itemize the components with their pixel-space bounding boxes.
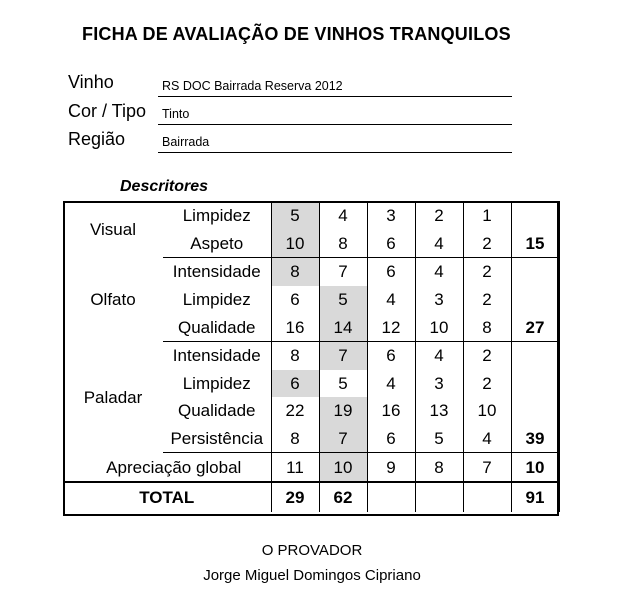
visual-total: 15 (511, 230, 559, 258)
score-cell: 2 (463, 286, 511, 314)
section-total-spacer (511, 341, 559, 369)
score-cell: 14 (319, 313, 367, 341)
score-cell: 2 (415, 202, 463, 230)
score-cell: 9 (367, 453, 415, 482)
score-cell: 2 (463, 258, 511, 286)
score-cell: 3 (415, 370, 463, 398)
score-cell: 6 (271, 286, 319, 314)
total-value (415, 482, 463, 512)
score-cell: 10 (319, 453, 367, 482)
descritores-heading: Descritores (120, 178, 209, 195)
region-value: Bairrada (162, 135, 210, 149)
form-title: FICHA DE AVALIAÇÃO DE VINHOS TRANQUILOS (82, 24, 511, 44)
score-cell: 10 (271, 230, 319, 258)
score-cell: 6 (367, 230, 415, 258)
score-cell: 8 (271, 258, 319, 286)
wine-value: RS DOC Bairrada Reserva 2012 (162, 79, 343, 93)
score-cell: 6 (367, 341, 415, 369)
row-label: Limpidez (163, 202, 271, 230)
row-label: Intensidade (172, 262, 261, 282)
section-total-spacer (511, 370, 559, 398)
score-cell: 3 (415, 286, 463, 314)
row-label: Qualidade (177, 401, 256, 421)
score-cell: 8 (319, 230, 367, 258)
score-cell: 7 (319, 341, 367, 369)
score-cell: 4 (463, 425, 511, 453)
score-cell: 2 (463, 370, 511, 398)
score-cell: 6 (271, 370, 319, 398)
score-cell: 7 (463, 453, 511, 482)
region-label: Região (68, 129, 126, 149)
category-visual: Visual (63, 202, 163, 258)
score-cell: 1 (463, 202, 511, 230)
score-cell: 22 (271, 397, 319, 425)
score-cell: 16 (271, 313, 319, 341)
section-total-spacer (511, 202, 559, 230)
wine-underline (158, 96, 512, 97)
global-total: 10 (511, 453, 559, 482)
category-paladar: Paladar (83, 387, 143, 407)
row-label: Intensidade (172, 346, 261, 366)
score-cell: 11 (271, 453, 319, 482)
taster-name: Jorge Miguel Domingos Cipriano (203, 567, 421, 584)
type-label: Cor / Tipo (68, 101, 147, 121)
table-row (63, 341, 559, 369)
score-cell: 4 (319, 202, 367, 230)
region-underline (158, 152, 512, 153)
score-cell: 4 (415, 341, 463, 369)
score-cell: 10 (463, 397, 511, 425)
total-label: TOTAL (63, 482, 271, 512)
table-row (63, 258, 559, 286)
total-value (367, 482, 415, 512)
paladar-total: 39 (511, 425, 559, 453)
row-label: Persistência (163, 425, 271, 453)
score-cell: 19 (319, 397, 367, 425)
score-cell: 7 (319, 425, 367, 453)
type-underline (158, 124, 512, 125)
row-label: Limpidez (182, 373, 251, 393)
score-cell: 8 (271, 341, 319, 369)
table-row (63, 202, 559, 230)
score-cell: 6 (367, 425, 415, 453)
score-cell: 3 (367, 202, 415, 230)
score-cell: 5 (319, 370, 367, 398)
score-cell: 4 (367, 286, 415, 314)
section-total-spacer (511, 258, 559, 286)
row-label: Aspeto (163, 230, 271, 258)
olfato-total: 27 (511, 313, 559, 341)
score-cell: 6 (367, 258, 415, 286)
global-label: Apreciação global (63, 453, 271, 482)
grand-total: 91 (511, 482, 559, 512)
score-cell: 13 (415, 397, 463, 425)
total-value: 29 (271, 482, 319, 512)
score-cell: 7 (319, 258, 367, 286)
type-value: Tinto (162, 107, 190, 121)
wine-label: Vinho (68, 72, 114, 92)
taster-role: O PROVADOR (261, 542, 363, 559)
score-cell: 4 (367, 370, 415, 398)
score-cell: 5 (271, 202, 319, 230)
score-cell: 8 (271, 425, 319, 453)
score-cell: 8 (415, 453, 463, 482)
score-cell: 8 (463, 313, 511, 341)
evaluation-table (63, 201, 560, 512)
section-total-spacer (511, 286, 559, 314)
score-cell: 5 (415, 425, 463, 453)
score-cell: 4 (415, 230, 463, 258)
row-label: Limpidez (182, 290, 251, 310)
row-label: Qualidade (163, 313, 271, 341)
score-cell: 2 (463, 230, 511, 258)
score-cell: 10 (415, 313, 463, 341)
score-cell: 12 (367, 313, 415, 341)
score-cell: 2 (463, 341, 511, 369)
category-olfato: Olfato (90, 290, 136, 310)
section-total-spacer (511, 397, 559, 425)
total-value: 62 (319, 482, 367, 512)
table-row (63, 453, 559, 482)
score-cell: 4 (415, 258, 463, 286)
score-cell: 16 (367, 397, 415, 425)
score-cell: 5 (319, 286, 367, 314)
table-row (63, 482, 559, 512)
total-value (463, 482, 511, 512)
